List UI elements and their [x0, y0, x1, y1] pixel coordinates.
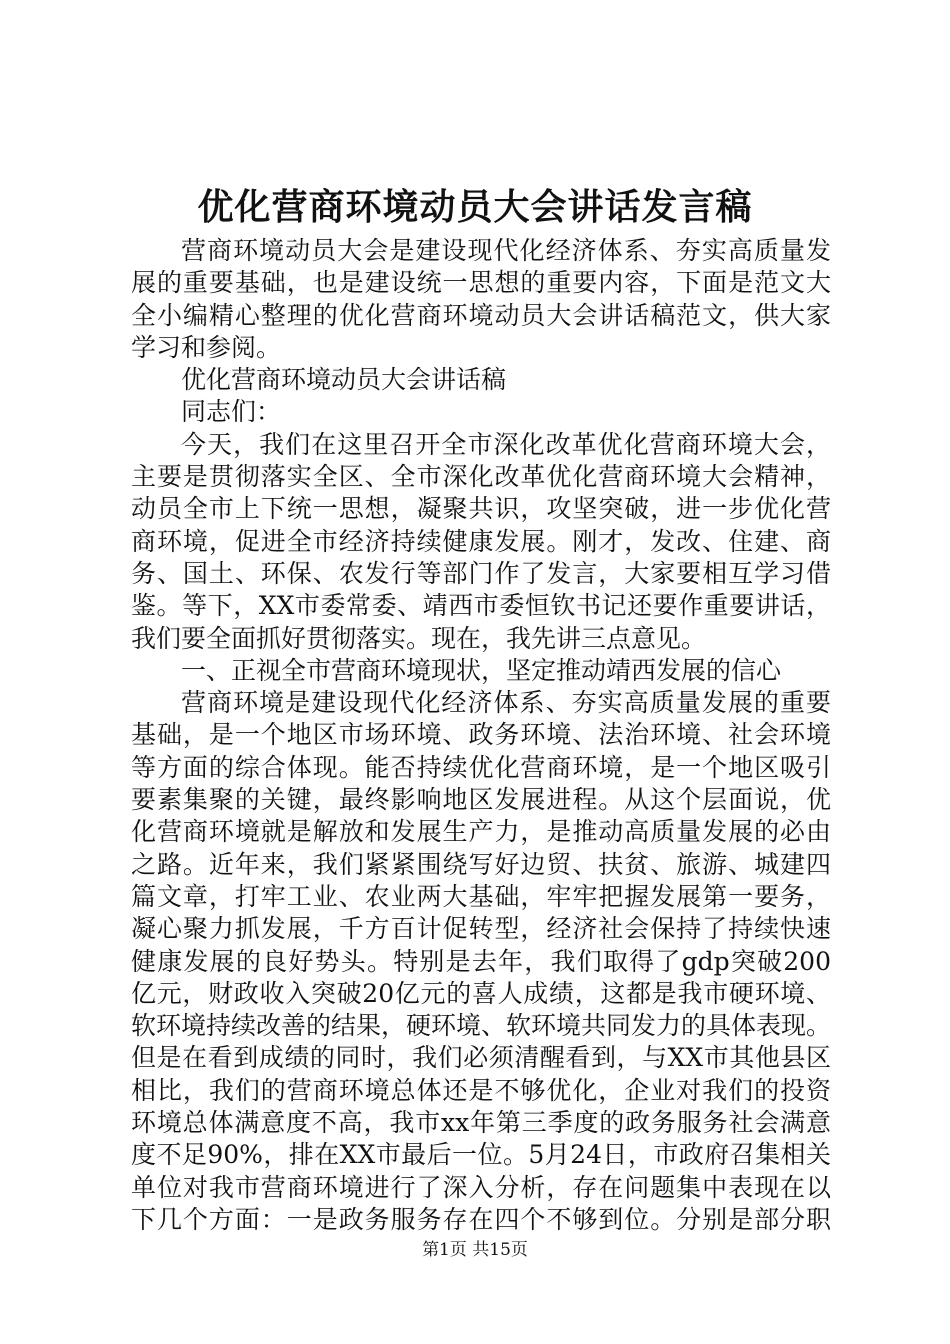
page-footer: 第1页 共15页 [422, 1240, 528, 1260]
text-line: 单位对我市营商环境进行了深入分析，存在问题集中表现在以 [131, 1172, 831, 1202]
text-line: 化营商环境就是解放和发展生产力，是推动高质量发展的必由 [131, 817, 831, 847]
text-line: 要素集聚的关键，最终影响地区发展进程。从这个层面说，优 [131, 785, 831, 815]
text-line: 但是在看到成绩的同时，我们必须清醒看到，与XX市其他县区 [131, 1043, 831, 1073]
text-line: 亿元，财政收入突破20亿元的喜人成绩，这都是我市硬环境、 [131, 978, 831, 1008]
text-line: 一、正视全市营商环境现状，坚定推动靖西发展的信心 [181, 655, 782, 685]
text-line: 营商环境动员大会是建设现代化经济体系、夯实高质量发 [181, 236, 831, 265]
text-line: 环境总体满意度不高，我市xx年第三季度的政务服务社会满意 [131, 1108, 831, 1138]
text-line: 同志们： [181, 397, 282, 427]
text-line: 营商环境是建设现代化经济体系、夯实高质量发展的重要 [181, 688, 831, 718]
text-line: 基础，是一个地区市场环境、政务环境、法治环境、社会环境 [131, 720, 831, 750]
text-line: 篇文章，打牢工业、农业两大基础，牢牢把握发展第一要务， [131, 881, 831, 911]
text-line: 健康发展的良好势头。特别是去年，我们取得了gdp突破200 [131, 946, 831, 976]
text-line: 商环境，促进全市经济持续健康发展。刚才，发改、住建、商 [131, 526, 831, 556]
text-line: 软环境持续改善的结果，硬环境、软环境共同发力的具体表现。 [131, 1011, 831, 1041]
document-body [131, 235, 831, 1236]
text-line: 下几个方面：一是政务服务存在四个不够到位。分别是部分职 [131, 1204, 831, 1234]
text-line: 相比，我们的营商环境总体还是不够优化，企业对我们的投资 [131, 1075, 831, 1105]
text-line: 之路。近年来，我们紧紧围绕写好边贸、扶贫、旅游、城建四 [131, 849, 831, 879]
text-line: 学习和参阅。 [131, 332, 282, 362]
text-line: 主要是贯彻落实全区、全市深化改革优化营商环境大会精神， [131, 462, 831, 492]
text-line: 鉴。等下，XX市委常委、靖西市委恒钦书记还要作重要讲话， [131, 591, 831, 621]
text-line: 务、国土、环保、农发行等部门作了发言，大家要相互学习借 [131, 558, 831, 588]
text-line: 展的重要基础，也是建设统一思想的重要内容，下面是范文大 [131, 268, 831, 298]
text-line: 今天，我们在这里召开全市深化改革优化营商环境大会， [181, 429, 831, 459]
text-line: 优化营商环境动员大会讲话稿 [181, 365, 507, 395]
document-title: 优化营商环境动员大会讲话发言稿 [197, 186, 753, 228]
text-line: 度不足90%，排在XX市最后一位。5月24日，市政府召集相关 [131, 1140, 831, 1170]
text-line: 凝心聚力抓发展，千方百计促转型，经济社会保持了持续快速 [131, 914, 831, 944]
text-line: 等方面的综合体现。能否持续优化营商环境，是一个地区吸引 [131, 752, 831, 782]
text-line: 我们要全面抓好贯彻落实。现在，我先讲三点意见。 [131, 623, 707, 653]
text-line: 动员全市上下统一思想，凝聚共识，攻坚突破，进一步优化营 [131, 494, 831, 524]
text-line: 全小编精心整理的优化营商环境动员大会讲话稿范文，供大家 [131, 300, 831, 330]
